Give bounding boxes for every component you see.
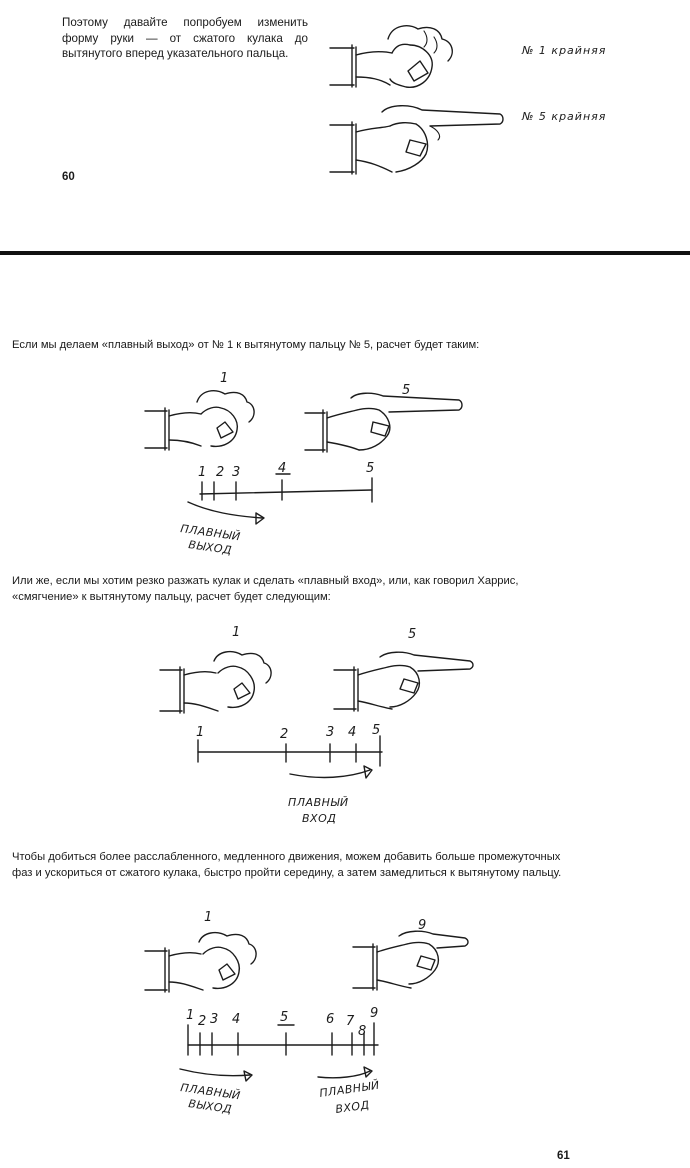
diagram-3-tick-2: 2 [198, 1014, 207, 1029]
diagram-2-caption-line1: ПЛАВНЫЙ [288, 796, 349, 809]
diagram-2-caption-line2: ВХОД [302, 812, 337, 825]
diagram-3-right-caption-line1: ПЛАВНЫЙ [318, 1078, 381, 1100]
page-number-right: 61 [557, 1150, 570, 1162]
diagram-3-tick-6: 6 [326, 1012, 335, 1027]
diagram-2-tick-3: 3 [326, 725, 335, 740]
label-point-extreme: № 5 крайняя [522, 110, 607, 123]
diagram-3-tick-7: 7 [346, 1014, 355, 1029]
diagram-2-tick-1: 1 [196, 725, 205, 740]
point-label [522, 106, 632, 126]
diagram-3-timeline [170, 905, 427, 1120]
paragraph-2: Или же, если мы хотим резко разжать кулак и сделать «плавный вход», или, как говорил Харрис, «смягчение» к вытянутому пальцу, расчет будет следующим: [12, 575, 519, 603]
diagram-3-right-caption-line2: ВХОД [334, 1098, 371, 1116]
diagram-1-caption-line2: ВЫХОД [187, 538, 233, 558]
diagram-1-caption-line1: ПЛАВНЫЙ [179, 522, 242, 544]
diagram-2-end-label: 5 [408, 627, 417, 642]
diagram-2-start-label: 1 [232, 625, 241, 640]
diagram-1-tick-5: 5 [366, 461, 375, 476]
fist-sketch [330, 15, 490, 95]
diagram-2-tick-2: 2 [280, 727, 289, 742]
diagram-3-tick-8: 8 [358, 1024, 367, 1039]
diagram-3-start-label: 1 [204, 910, 213, 925]
diagram-1-timeline [150, 372, 470, 562]
diagram-3-tick-3: 3 [210, 1012, 219, 1027]
diagram-2-tick-5: 5 [372, 723, 381, 738]
diagram-3-left-caption-line1: ПЛАВНЫЙ [179, 1081, 242, 1103]
diagram-3-tick-9: 9 [370, 1006, 379, 1021]
diagram-3-tick-1: 1 [186, 1008, 195, 1023]
intro-paragraph: Поэтому давайте попробуем изменить форму руки — от сжатого кулака до вытянутого вперед указательного пальца. [62, 16, 308, 60]
diagram-1-start-label: 1 [220, 371, 229, 386]
diagram-3-tick-5: 5 [280, 1010, 289, 1025]
diagram-2-timeline [180, 622, 417, 832]
paragraph-3: Чтобы добиться более расслабленного, медленного движения, можем добавить больше промежуточных фаз и ускориться от сжатого кулака, быстро пройти середину, а затем замедлиться к вытянутому пальцу. [12, 851, 562, 879]
paragraph-1: Если мы делаем «плавный выход» от № 1 к вытянутому пальцу № 5, расчет будет таким: [12, 339, 480, 351]
diagram-1-end-label: 5 [402, 383, 411, 398]
fist-label [522, 40, 632, 60]
pointing-hand-sketch [330, 100, 510, 180]
diagram-1-tick-3: 3 [232, 465, 241, 480]
page-number-left: 60 [62, 171, 75, 183]
diagram-3-tick-4: 4 [232, 1012, 241, 1027]
diagram-1-tick-4: 4 [278, 461, 287, 476]
page-divider [0, 251, 690, 255]
diagram-1-tick-2: 2 [216, 465, 225, 480]
diagram-1-tick-1: 1 [198, 465, 207, 480]
diagram-3-end-label: 9 [418, 918, 427, 933]
label-fist-extreme: № 1 крайняя [522, 44, 607, 57]
diagram-2-tick-4: 4 [348, 725, 357, 740]
diagram-3-left-caption-line2: ВЫХОД [187, 1097, 233, 1117]
